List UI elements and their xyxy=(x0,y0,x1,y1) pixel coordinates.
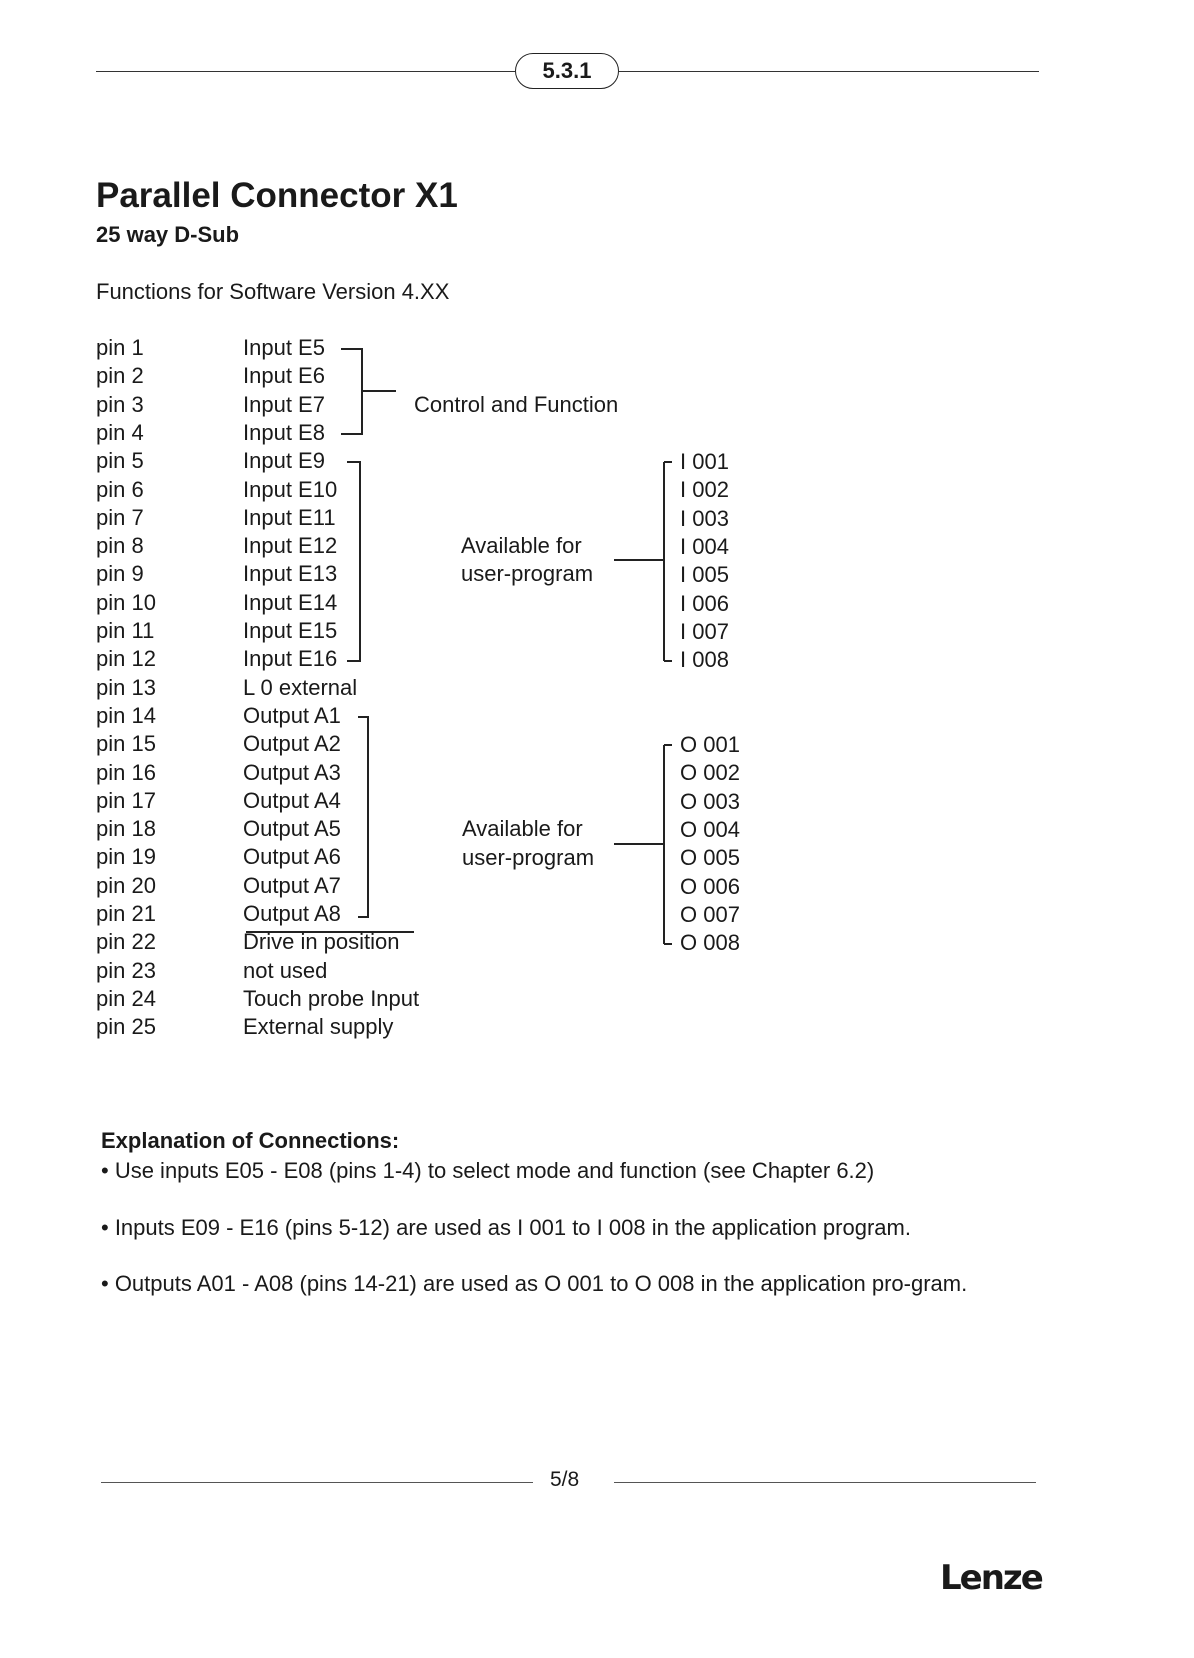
pin-label: pin 1 xyxy=(96,335,144,360)
input-code: I 005 xyxy=(680,562,729,587)
pin-function: Output A3 xyxy=(243,760,341,785)
page-title: Parallel Connector X1 xyxy=(96,176,458,215)
pin-label: pin 6 xyxy=(96,477,144,502)
pin-function: Output A8 xyxy=(243,901,341,926)
pin-function: Input E10 xyxy=(243,477,338,502)
pin-function: Output A4 xyxy=(243,788,341,813)
output-code: O 008 xyxy=(680,930,740,955)
input-bracket xyxy=(347,462,360,661)
control-bracket xyxy=(341,349,396,434)
input-code: I 002 xyxy=(680,477,729,502)
pin-function: Input E14 xyxy=(243,590,338,615)
pin-function: Input E6 xyxy=(243,363,325,388)
pin-label: pin 9 xyxy=(96,561,144,586)
output-code: O 002 xyxy=(680,760,740,785)
input-code: I 006 xyxy=(680,591,729,616)
explanation-bullet-3: • Outputs A01 - A08 (pins 14-21) are used as O 001 to O 008 in the application pro-gram. xyxy=(101,1271,968,1296)
explanation-bullet-2: • Inputs E09 - E16 (pins 5-12) are used as I 001 to I 008 in the application program. xyxy=(101,1215,911,1240)
pin-function: Output A6 xyxy=(243,844,341,869)
pin-function: Input E16 xyxy=(243,646,338,671)
pin-function: Drive in position xyxy=(243,929,400,954)
explanation-bullet-1: • Use inputs E05 - E08 (pins 1-4) to select mode and function (see Chapter 6.2) xyxy=(101,1158,875,1183)
output-codes-bracket xyxy=(614,745,672,944)
input-codes-bracket xyxy=(614,462,672,661)
pin-label: pin 8 xyxy=(96,533,144,558)
input-code: I 003 xyxy=(680,506,729,531)
pin-function: Input E9 xyxy=(243,448,325,473)
pin-function: External supply xyxy=(243,1014,394,1039)
output-code: O 006 xyxy=(680,874,740,899)
page-subtitle: 25 way D-Sub xyxy=(96,222,240,247)
pin-label: pin 7 xyxy=(96,505,144,530)
pin-label: pin 20 xyxy=(96,873,156,898)
pin-label: pin 14 xyxy=(96,703,156,728)
input-code: I 004 xyxy=(680,534,729,559)
pin-function: Touch probe Input xyxy=(243,986,420,1011)
output-code: O 005 xyxy=(680,845,740,870)
input-code: I 001 xyxy=(680,449,729,474)
pin-label: pin 4 xyxy=(96,420,144,445)
pin-function: not used xyxy=(243,958,328,983)
pin-function: Output A1 xyxy=(243,703,341,728)
pin-label: pin 16 xyxy=(96,760,156,785)
pin-function: Input E5 xyxy=(243,335,325,360)
pin-label: pin 11 xyxy=(96,618,155,643)
pin-function: Input E7 xyxy=(243,392,325,417)
inputs-user-program-label: user-program xyxy=(461,561,594,586)
intro-text: Functions for Software Version 4.XX xyxy=(96,279,450,304)
outputs-user-program-label: user-program xyxy=(462,845,595,870)
pin-label: pin 3 xyxy=(96,392,144,417)
output-bracket xyxy=(358,717,368,917)
pin-function: Output A2 xyxy=(243,731,341,756)
output-code: O 001 xyxy=(680,732,740,757)
pin-function: Input E8 xyxy=(243,420,325,445)
pin-function: Input E15 xyxy=(243,618,338,643)
output-code: O 004 xyxy=(680,817,740,842)
pin-label: pin 10 xyxy=(96,590,156,615)
pin-label: pin 13 xyxy=(96,675,156,700)
output-code: O 007 xyxy=(680,902,740,927)
pin-label: pin 24 xyxy=(96,986,156,1011)
control-function-label: Control and Function xyxy=(414,392,619,417)
pin-label: pin 17 xyxy=(96,788,156,813)
outputs-available-label: Available for xyxy=(462,816,583,841)
pin-label: pin 19 xyxy=(96,844,156,869)
pin-label: pin 23 xyxy=(96,958,156,983)
pin-label: pin 5 xyxy=(96,448,144,473)
pin-label: pin 22 xyxy=(96,929,156,954)
footer-rule-left xyxy=(101,1482,533,1483)
pin-label: pin 12 xyxy=(96,646,156,671)
output-code: O 003 xyxy=(680,789,740,814)
pin-label: pin 21 xyxy=(96,901,156,926)
pin-function: L 0 external xyxy=(243,675,358,700)
pin-function: Input E13 xyxy=(243,561,338,586)
page-number: 5/8 xyxy=(550,1468,580,1491)
input-code: I 008 xyxy=(680,647,729,672)
pin-label: pin 15 xyxy=(96,731,156,756)
pin-function: Output A5 xyxy=(243,816,341,841)
pin-label: pin 2 xyxy=(96,363,144,388)
brand-logo: Lenze xyxy=(940,1558,1042,1598)
section-number-badge: 5.3.1 xyxy=(515,53,619,89)
pin-function: Input E11 xyxy=(243,505,336,530)
pin-label: pin 25 xyxy=(96,1014,156,1039)
pin-function: Output A7 xyxy=(243,873,341,898)
pin-label: pin 18 xyxy=(96,816,156,841)
input-code: I 007 xyxy=(680,619,729,644)
pin-function: Input E12 xyxy=(243,533,338,558)
footer-rule-right xyxy=(614,1482,1036,1483)
explanation-heading: Explanation of Connections: xyxy=(101,1128,400,1153)
inputs-available-label: Available for xyxy=(461,533,582,558)
